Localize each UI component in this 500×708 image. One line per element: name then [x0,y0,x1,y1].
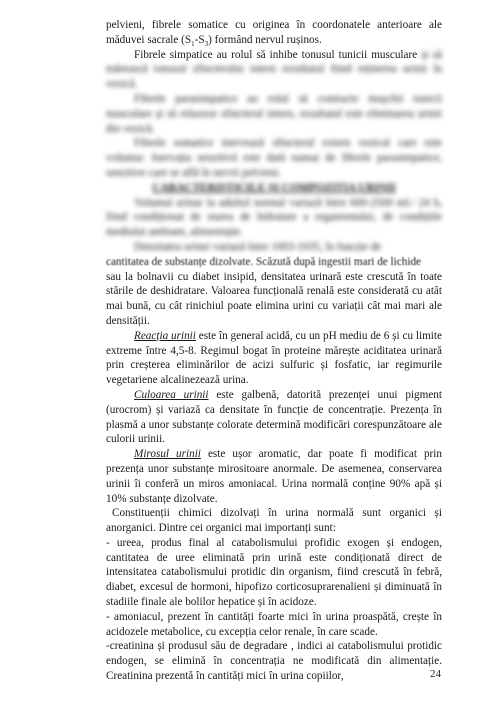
paragraph-density-partial: cantitatea de substanțe dizolvate. Scăzută după ingestii mari de lichide [106,255,421,268]
paragraph-volume: Volumul urinar la adultul normal variază între 600-2500 ml./ 24 h, fiind condiționat de starea de hidratare a organismului, de condițiile mediului ambiant, alimentație. [106,196,442,239]
paragraph-constituents: Constituenții chimici dizolvați în urina normală sunt organici și anorganici. Dintre cei organici mai importanți sunt: [106,507,442,535]
document-page [106,18,442,684]
section-title: CARACTERISTICILE ȘI COMPOZIȚIA URINII [152,181,396,194]
paragraph-somatic: Fibrele somatice inervează sfincterul extern vezical care este voluntar. Inervația senzitivă este dată numai de fibrele parasimpatice, senzitive care se află în nervii pelvieni. [106,137,442,179]
paragraph-reaction: Reacția urinii este în general acidă, cu un pH mediu de 6 și cu limite extreme între 4,5-8. Regimul bogat în proteine mărește aciditatea urinară prin creșterea eliminărilor de acizi sulfuric și fosfatic, iar regimurile vegetariene alcalinezează urina. [106,329,442,387]
paragraph-intro: pelvieni, fibrele somatice cu originea în coordonatele anterioare ale măduvei sacrale $(S_1-S_3)$ formând nervul rușinos. [106,19,442,49]
paragraph-smell: Mirosul urinii este ușor aromatic, dar poate fi modificat prin prezența unor substanțe mirositoare anormale. De asemenea, conservarea urinii îi conferă un miros amoniacal. Urina normală conține 90% apă și 10% substanțe dizolvate. [106,448,442,505]
paragraph-parasympathetic: Fibrele parasimpatice au rolul să contracte mușchii tunicii musculare și să relaxeze sfincterul intern, rezultatul este eliminarea urinii din vezică. [106,92,442,135]
term-reaction: Reacția urinii [134,329,196,342]
term-color: Culoarea urinii [134,388,209,401]
term-smell: Mirosul urinii [134,448,201,461]
list-item-amoniac: - amoniacul, prezent în cantități foarte mici în urina proaspătă, crește în acidozele metabolice, cu excepția celor renale, în care scade. [106,610,442,638]
paragraph-sympathetic: Fibrele simpatice au rolul să inhibe tonusul tunicii musculare și să mărească tonusul sfincterului intern rezultatul fiind reținerea urinii în vezică. [106,48,443,91]
paragraph-density-start: Densitatea urinei variază între 1003-1035, în funcție de [134,240,382,253]
page-number: 24 [430,668,441,680]
list-item-creatinina: -creatinina și produsul său de degradare , indici ai catabolismului protidic endogen, se elimină în concentrația ne modificată din alimentație. Creatinina prezentă în cantități mici în urina copiilor, [106,640,442,683]
list-item-ureea: - ureea, produs final al catabolismului profidic exogen și endogen, cantitatea de uree eliminată prin urină este condiționată direct de intensitatea catabolismului protidic din organism, fiind crescută în febră, diabet, excesul de hormoni, hipofizo corticosuprarenalieni și diminuată în stadiile finale ale bolilor hepatice și în acidoze. [106,536,442,609]
paragraph-density: sau la bolnavii cu diabet insipid, densitatea urinară este crescută în toate stările de deshidratare. Valoarea funcțională renală este considerată cu atât mai bună, cu cât rinichiul poate elimina urini cu variații cât mai mari ale densității. [106,270,442,327]
paragraph-color: Culoarea urinii este galbenă, datorită prezenței unui pigment (urocrom) și variază ca densitate în funcție de concentrație. Prezența în plasmă a unor substanțe colorate determină modificări corespunzătoare ale culorii urinii. [106,388,442,446]
